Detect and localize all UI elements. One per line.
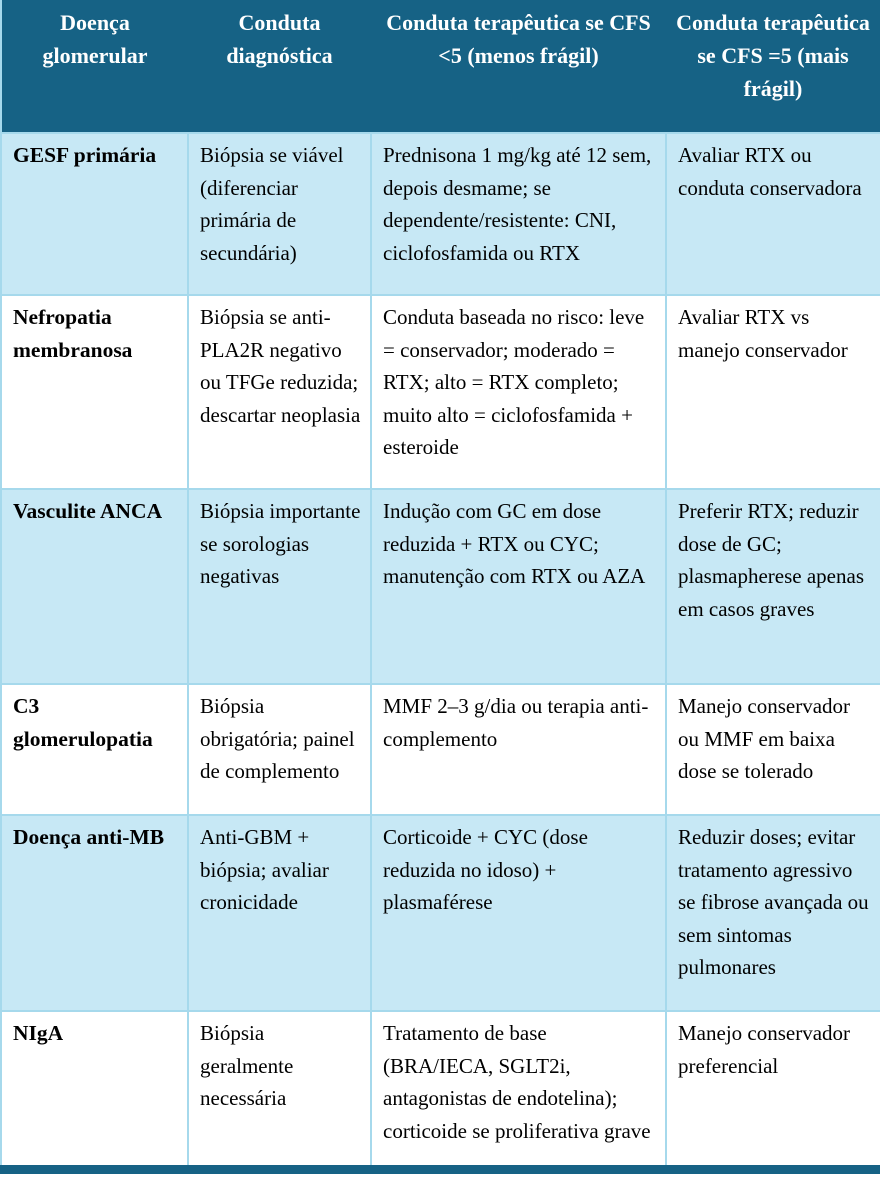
disease-cell: Doença anti-MB <box>1 815 188 1011</box>
disease-cell: NIgA <box>1 1011 188 1169</box>
header-therapy-more-frail: Conduta terapêutica se CFS =5 (mais frágil) <box>666 0 880 133</box>
diagnostic-cell: Biópsia geralmente necessária <box>188 1011 371 1169</box>
therapy-more-frail-cell: Reduzir doses; evitar tratamento agressivo se fibrose avançada ou sem sintomas pulmonares <box>666 815 880 1011</box>
therapy-less-frail-cell: Conduta baseada no risco: leve = conservador; moderado = RTX; alto = RTX completo; muito alto = ciclofosfamida + esteroide <box>371 295 666 489</box>
therapy-more-frail-cell: Manejo conservador preferencial <box>666 1011 880 1169</box>
table-row <box>1 815 880 1011</box>
header-diagnostic-conduct: Conduta diagnóstica <box>188 0 371 133</box>
disease-cell: Vasculite ANCA <box>1 489 188 684</box>
diagnostic-cell: Biópsia se viável (diferenciar primária de secundária) <box>188 133 371 295</box>
therapy-less-frail-cell: Tratamento de base (BRA/IECA, SGLT2i, antagonistas de endotelina); corticoide se proliferativa grave <box>371 1011 666 1169</box>
disease-cell: C3 glomerulopatia <box>1 684 188 815</box>
table-row <box>1 133 880 295</box>
diagnostic-cell: Biópsia importante se sorologias negativas <box>188 489 371 684</box>
therapy-more-frail-cell: Avaliar RTX vs manejo conservador <box>666 295 880 489</box>
header-therapy-less-frail: Conduta terapêutica se CFS <5 (menos frágil) <box>371 0 666 133</box>
table-row <box>1 295 880 489</box>
diagnostic-cell: Anti-GBM + biópsia; avaliar cronicidade <box>188 815 371 1011</box>
therapy-less-frail-cell: Corticoide + CYC (dose reduzida no idoso) + plasmaférese <box>371 815 666 1011</box>
therapy-less-frail-cell: Prednisona 1 mg/kg até 12 sem, depois desmame; se dependente/resistente: CNI, ciclofosfamida ou RTX <box>371 133 666 295</box>
table-row <box>1 684 880 815</box>
disease-cell: GESF primária <box>1 133 188 295</box>
therapy-less-frail-cell: MMF 2–3 g/dia ou terapia anti-complemento <box>371 684 666 815</box>
disease-cell: Nefropatia membranosa <box>1 295 188 489</box>
table-header-row <box>1 0 880 133</box>
diagnostic-cell: Biópsia obrigatória; painel de complemento <box>188 684 371 815</box>
therapy-less-frail-cell: Indução com GC em dose reduzida + RTX ou CYC; manutenção com RTX ou AZA <box>371 489 666 684</box>
therapy-more-frail-cell: Manejo conservador ou MMF em baixa dose se tolerado <box>666 684 880 815</box>
therapy-more-frail-cell: Preferir RTX; reduzir dose de GC; plasmapherese apenas em casos graves <box>666 489 880 684</box>
therapy-more-frail-cell: Avaliar RTX ou conduta conservadora <box>666 133 880 295</box>
diagnostic-cell: Biópsia se anti-PLA2R negativo ou TFGe reduzida; descartar neoplasia <box>188 295 371 489</box>
table-row <box>1 1011 880 1169</box>
table-row <box>1 489 880 684</box>
header-disease: Doença glomerular <box>1 0 188 133</box>
